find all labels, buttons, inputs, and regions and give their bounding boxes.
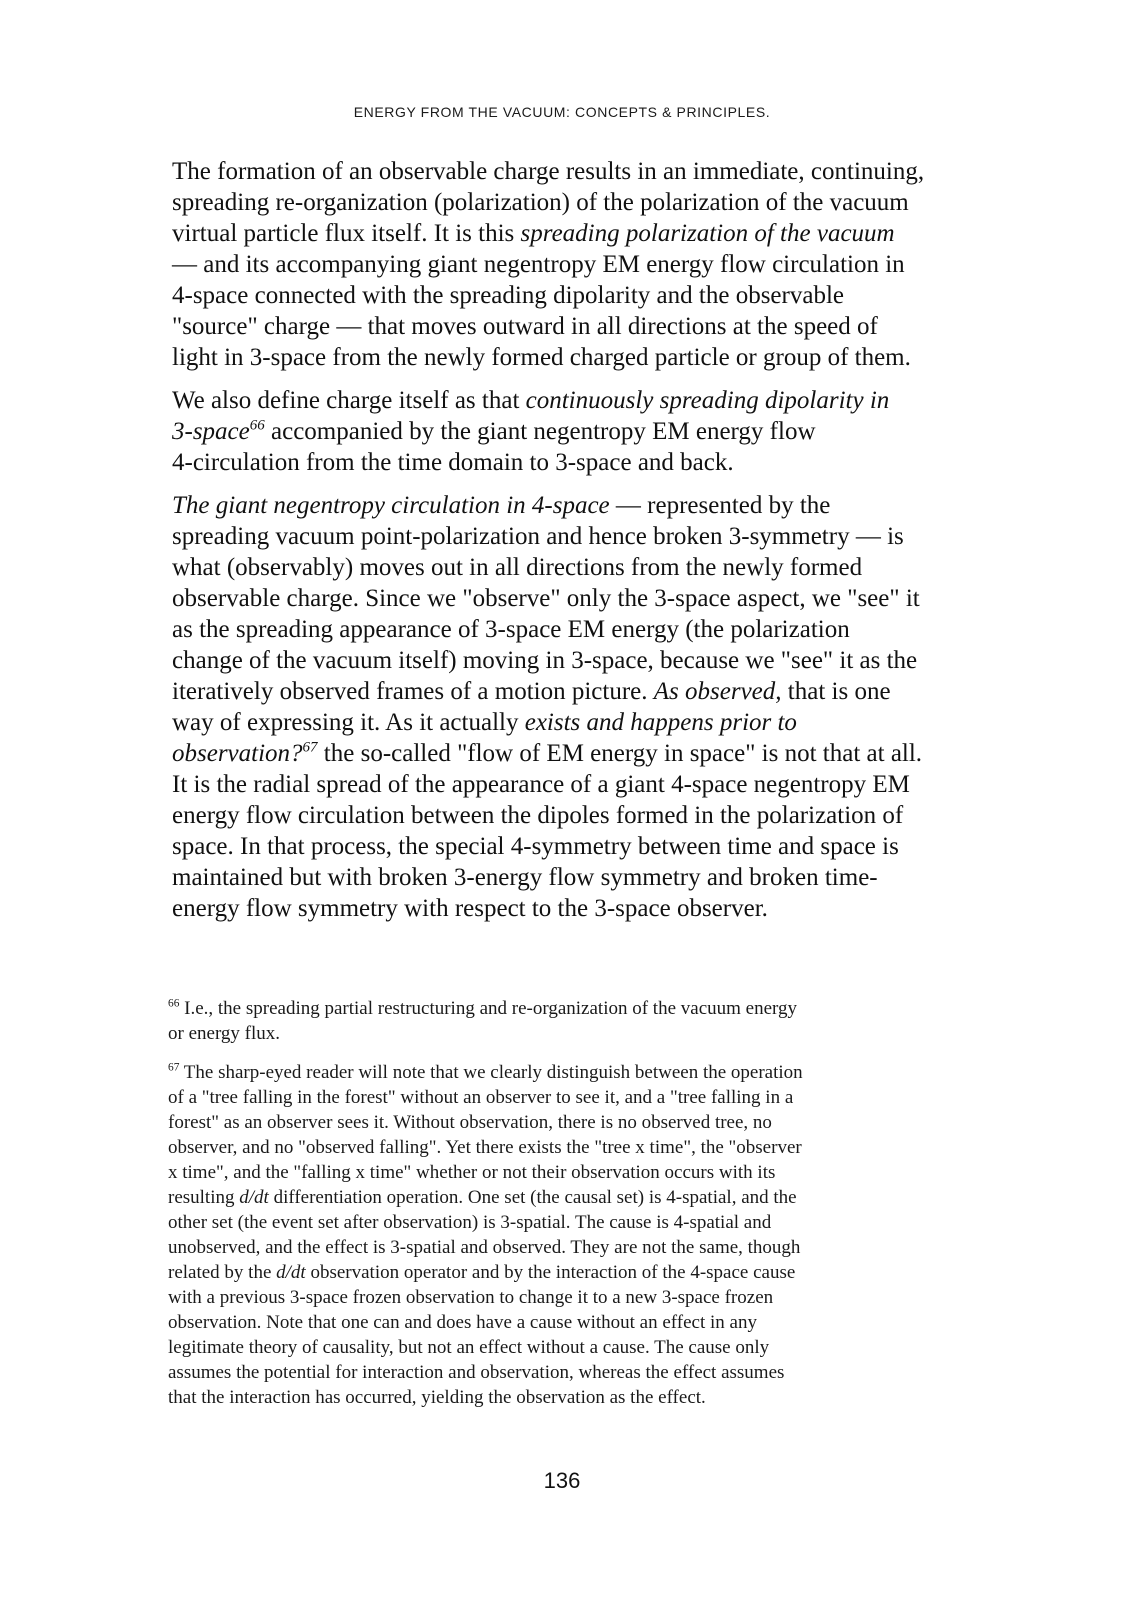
footnotes [168, 996, 1018, 1424]
emphasis: As observed, [653, 678, 782, 705]
text-line: x time", and the "falling x time" whether or not their observation occurs with its [168, 1162, 776, 1183]
text-line: with a previous 3-space frozen observation to change it to a new 3-space frozen [168, 1287, 774, 1308]
footnote-67 [168, 1060, 1018, 1410]
emphasis: continuously spreading dipolarity in [525, 387, 890, 414]
emphasis: d/dt [276, 1262, 306, 1283]
text-run: that is one [781, 678, 891, 705]
text-line: observation. Note that one can and does have a cause without an effect in any [168, 1312, 757, 1333]
text-line [172, 385, 1012, 416]
text-line: It is the radial spread of the appearance of a giant 4-space negentropy EM [172, 771, 910, 798]
page-number: 136 [543, 1468, 581, 1493]
emphasis: The giant negentropy circulation in 4-space [172, 492, 610, 519]
text-line: 4-space connected with the spreading dipolarity and the observable [172, 282, 844, 309]
text-line: space. In that process, the special 4-symmetry between time and space is [172, 833, 899, 860]
text-line: maintained but with broken 3-energy flow symmetry and broken time- [172, 864, 878, 891]
text-line: as the spreading appearance of 3-space EM energy (the polarization [172, 616, 850, 643]
text-run: We also define charge itself as that [172, 387, 526, 414]
text-run: — represented by the [609, 492, 831, 519]
text-line [172, 416, 1012, 447]
text-line: legitimate theory of causality, but not an effect without a cause. The cause only [168, 1337, 770, 1358]
text-run: I.e., the spreading partial restructuring and re-organization of the vacuum energy [179, 998, 798, 1019]
text-run: iteratively observed frames of a motion picture. [172, 678, 654, 705]
paragraph-2 [172, 385, 1012, 478]
footnote-ref-67[interactable]: 67 [302, 739, 318, 756]
text-run: virtual particle flux itself. It is this [172, 220, 521, 247]
footnote-number: 67 [168, 1061, 180, 1074]
footnote-ref-66[interactable]: 66 [249, 417, 265, 434]
emphasis: observation? [172, 740, 303, 767]
emphasis: spreading polarization of the vacuum [520, 220, 895, 247]
footnote-66 [168, 996, 1018, 1046]
text-line: or energy flux. [168, 1023, 281, 1044]
text-line: other set (the event set after observation) is 3-spatial. The cause is 4-spatial and [168, 1212, 772, 1233]
running-head: ENERGY FROM THE VACUUM: CONCEPTS & PRINCIPLES. [353, 104, 771, 120]
text-line: "source" charge — that moves outward in all directions at the speed of [172, 313, 878, 340]
text-line: energy flow symmetry with respect to the 3-space observer. [172, 895, 768, 922]
text-line: unobserved, and the effect is 3-spatial and observed. They are not the same, though [168, 1237, 801, 1258]
text-line: spreading vacuum point-polarization and hence broken 3-symmetry — is [172, 523, 904, 550]
text-line: what (observably) moves out in all directions from the newly formed [172, 554, 863, 581]
body-text [172, 156, 1012, 936]
text-run: The sharp-eyed reader will note that we clearly distinguish between the operation [179, 1062, 803, 1083]
paragraph-3 [172, 490, 1012, 924]
text-line: of a "tree falling in the forest" without an observer to see it, and a "tree falling in a [168, 1087, 794, 1108]
paragraph-1 [172, 156, 1012, 373]
text-run: resulting [168, 1187, 240, 1208]
emphasis: 3-space [172, 418, 250, 445]
text-line: spreading re-organization (polarization) of the polarization of the vacuum [172, 189, 909, 216]
text-line [168, 996, 1018, 1021]
text-line [172, 707, 1012, 738]
text-line: light in 3-space from the newly formed charged particle or group of them. [172, 344, 911, 371]
text-line [172, 490, 1012, 521]
text-line: — and its accompanying giant negentropy EM energy flow circulation in [172, 251, 905, 278]
text-line: energy flow circulation between the dipoles formed in the polarization of [172, 802, 904, 829]
text-run: observation operator and by the interaction of the 4-space cause [305, 1262, 796, 1283]
text-line: change of the vacuum itself) moving in 3-space, because we "see" it as the [172, 647, 918, 674]
text-run: related by the [168, 1262, 277, 1283]
text-line [168, 1185, 1018, 1210]
text-line: observable charge. Since we "observe" only the 3-space aspect, we "see" it [172, 585, 920, 612]
emphasis: d/dt [239, 1187, 269, 1208]
text-line [172, 738, 1012, 769]
text-line [168, 1060, 1018, 1085]
text-line: The formation of an observable charge results in an immediate, continuing, [172, 158, 925, 185]
text-line: forest" as an observer sees it. Without observation, there is no observed tree, no [168, 1112, 772, 1133]
text-line: assumes the potential for interaction and observation, whereas the effect assumes [168, 1362, 785, 1383]
footnote-number: 66 [168, 997, 180, 1010]
emphasis: exists and happens prior to [524, 709, 797, 736]
text-line [172, 676, 1012, 707]
text-run: way of expressing it. As it actually [172, 709, 525, 736]
text-run: differentiation operation. One set (the causal set) is 4-spatial, and the [268, 1187, 797, 1208]
text-line: observer, and no "observed falling". Yet there exists the "tree x time", the "observer [168, 1137, 802, 1158]
text-line: 4-circulation from the time domain to 3-space and back. [172, 449, 734, 476]
text-line: that the interaction has occurred, yielding the observation as the effect. [168, 1387, 706, 1408]
text-run: the so-called "flow of EM energy in space" is not that at all. [317, 740, 923, 767]
text-run: accompanied by the giant negentropy EM energy flow [264, 418, 816, 445]
text-line [172, 218, 1012, 249]
text-line [168, 1260, 1018, 1285]
